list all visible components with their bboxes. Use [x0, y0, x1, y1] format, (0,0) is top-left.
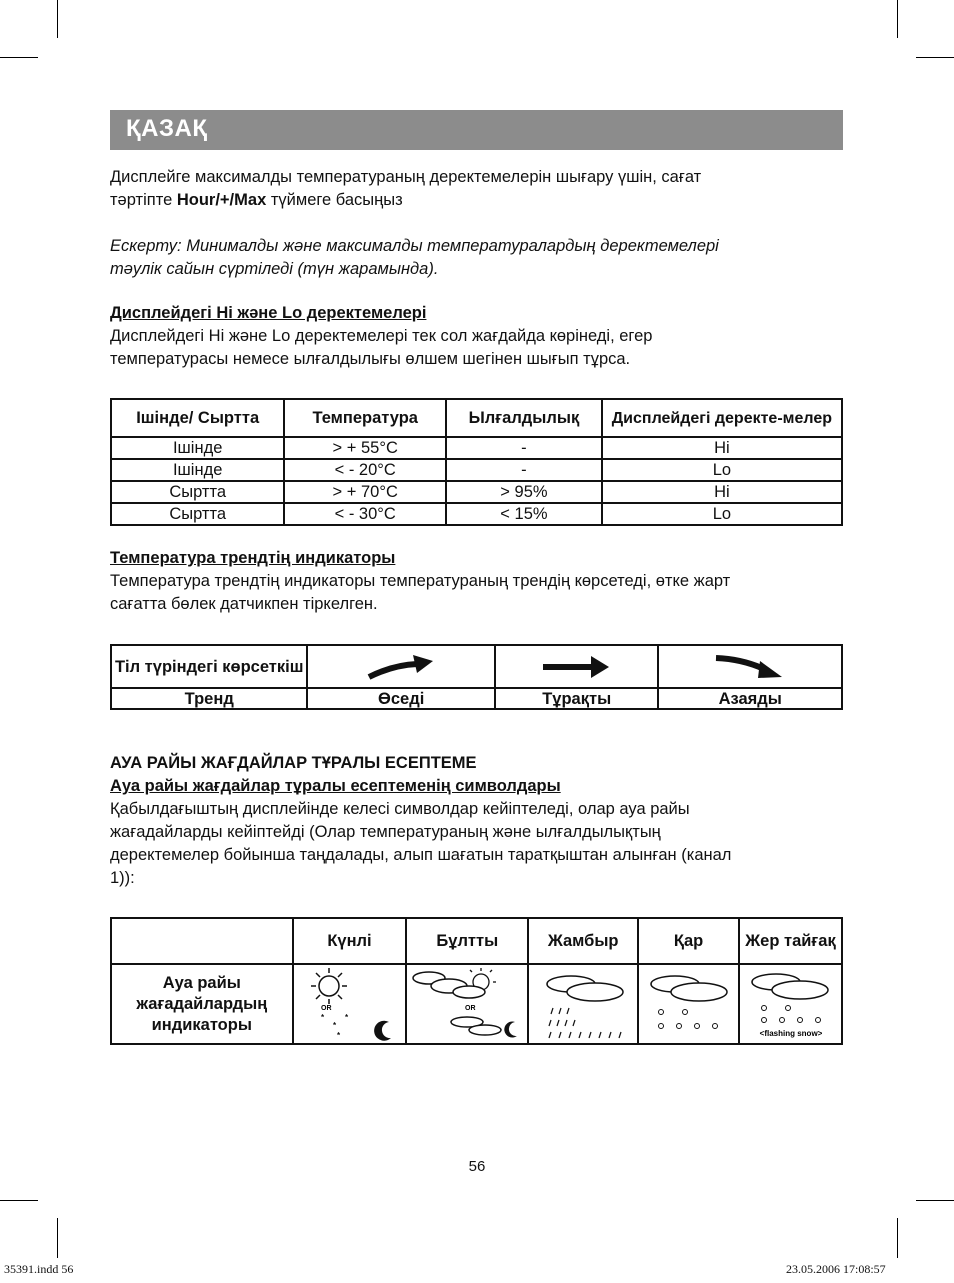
- crop-mark: [57, 0, 58, 38]
- intro-line: [110, 189, 850, 212]
- crop-mark: [897, 1218, 898, 1258]
- trend-icon-cell: [658, 645, 842, 688]
- svg-text:*: *: [321, 1013, 325, 1022]
- forecast-section: [110, 752, 850, 890]
- arrow-right-icon: [541, 653, 613, 681]
- svg-text:*: *: [337, 1031, 341, 1040]
- table-cell: Тұрақты: [495, 688, 659, 709]
- table-cell: Азаяды: [658, 688, 842, 709]
- button-name: Hour/+/Max: [176, 191, 267, 209]
- rain-icon: [531, 966, 635, 1042]
- note-line: Ескерту: Минималды және максималды температуралардың деректемелері: [110, 237, 719, 255]
- table-cell: < 15%: [446, 503, 602, 525]
- intro-paragraph: [110, 166, 850, 212]
- language-header: [110, 110, 843, 150]
- forecast-line: 1)):: [110, 869, 135, 887]
- or-label: OR: [321, 1005, 332, 1012]
- table-row: [111, 459, 842, 481]
- weather-table: [110, 917, 843, 1045]
- weather-icon-cell: [293, 964, 407, 1044]
- hilo-heading: Дисплейдегі Hi және Lo деректемелері: [110, 304, 427, 322]
- table-cell: < - 30°C: [284, 503, 446, 525]
- table-cell: -: [446, 437, 602, 459]
- page-title: ҚАЗАҚ: [126, 115, 208, 142]
- table-cell: > + 55°C: [284, 437, 446, 459]
- table-row: [111, 964, 842, 1044]
- crop-mark: [916, 1200, 954, 1201]
- table-cell: > 95%: [446, 481, 602, 503]
- trend-icon-cell: [307, 645, 494, 688]
- table-header-cell: Ылғалдылық: [446, 399, 602, 437]
- hilo-table: [110, 398, 843, 526]
- table-row: [111, 437, 842, 459]
- table-header-cell: [111, 918, 293, 964]
- table-cell: Ішінде: [111, 459, 284, 481]
- intro-text: түймеге басыңыз: [266, 191, 403, 209]
- table-header-cell: Температура: [284, 399, 446, 437]
- crop-mark: [0, 1200, 38, 1201]
- weather-icon-cell: [739, 964, 842, 1044]
- trend-line: сағатта бөлек датчикпен тіркелген.: [110, 595, 378, 613]
- svg-text:*: *: [345, 1013, 349, 1022]
- table-header-cell: Жер тайғақ: [739, 918, 842, 964]
- crop-mark: [57, 1218, 58, 1258]
- footer-file: 35391.indd 56: [4, 1262, 74, 1276]
- table-header-cell: Күнлі: [293, 918, 407, 964]
- note-paragraph: [110, 235, 850, 281]
- table-header-cell: Бұлтты: [406, 918, 528, 964]
- flashing-snow-label: <flashing snow>: [759, 1029, 822, 1038]
- weather-icon-cell: [406, 964, 528, 1044]
- forecast-line: жағадайларды кейіптейді (Олар температураның және ылғалдылықтың: [110, 823, 661, 841]
- trend-heading: Температура трендтің индикаторы: [110, 549, 396, 567]
- table-header-cell: Ішінде/ Сыртта: [111, 399, 284, 437]
- forecast-line: Қабылдағыштың дисплейінде келесі символдар кейіптеледі, олар ауа райы: [110, 800, 690, 818]
- cloudy-icon: [409, 966, 525, 1042]
- arrow-up-icon: [365, 653, 437, 681]
- trend-section: [110, 547, 850, 616]
- hilo-line: температурасы немесе ылғалдылығы өлшем шегінен шығып тұрса.: [110, 350, 631, 368]
- forecast-title: АУА РАЙЫ ЖАҒДАЙЛАР ТҰРАЛЫ ЕСЕПТЕМЕ: [110, 754, 477, 772]
- table-cell: Hi: [602, 437, 842, 459]
- table-cell: Сыртта: [111, 503, 284, 525]
- table-cell: -: [446, 459, 602, 481]
- crop-mark: [897, 0, 898, 38]
- weather-icon-cell: [528, 964, 638, 1044]
- table-row: [111, 503, 842, 525]
- intro-line: Дисплейге максималды температураның деректемелерін шығару үшін, сағат: [110, 168, 702, 186]
- table-cell: Lo: [602, 503, 842, 525]
- forecast-line: деректемелер бойынша таңдалады, алып шағатын таратқыштан алынған (канал: [110, 846, 732, 864]
- table-cell: > + 70°C: [284, 481, 446, 503]
- trend-line: Температура трендтің индикаторы температураның трендің көрсетеді, өтке жарт: [110, 572, 731, 590]
- table-cell: Сыртта: [111, 481, 284, 503]
- footer-timestamp: 23.05.2006 17:08:57: [786, 1262, 886, 1276]
- or-label: OR: [465, 1005, 476, 1012]
- table-cell: Lo: [602, 459, 842, 481]
- table-cell: Hi: [602, 481, 842, 503]
- arrow-down-icon: [714, 653, 786, 681]
- table-header-cell: Жамбыр: [528, 918, 638, 964]
- intro-text: тәртіпте: [110, 191, 177, 209]
- hilo-line: Дисплейдегі Hi және Lo деректемелері тек сол жағдайда көрінеді, егер: [110, 327, 653, 345]
- icy-ground-icon: [742, 966, 840, 1042]
- snow-icon: [641, 966, 737, 1042]
- weather-icon-cell: [638, 964, 739, 1044]
- table-cell: < - 20°C: [284, 459, 446, 481]
- trend-table: [110, 644, 843, 710]
- trend-icon-cell: [495, 645, 659, 688]
- crop-mark: [0, 57, 38, 58]
- table-header-row: [111, 399, 842, 437]
- crop-mark: [916, 57, 954, 58]
- page-number: 56: [468, 1158, 486, 1175]
- svg-text:*: *: [333, 1021, 337, 1030]
- table-cell: Өседі: [307, 688, 494, 709]
- forecast-subheading: Ауа райы жағдайлар тұралы есептеменің символдары: [110, 777, 561, 795]
- table-header-row: [111, 918, 842, 964]
- table-cell: Ішінде: [111, 437, 284, 459]
- table-header-cell: Дисплейдегі деректе-мелер: [602, 399, 842, 437]
- table-row: [111, 481, 842, 503]
- note-line: тәулік сайын сүртіледі (түн жарамында).: [110, 260, 439, 278]
- trend-label-cell: Тіл түріндегі көрсеткіш: [111, 645, 307, 688]
- table-header-cell: Қар: [638, 918, 739, 964]
- table-cell: Тренд: [111, 688, 307, 709]
- table-row: [111, 645, 842, 688]
- weather-label-cell: Ауа райы жағадайлардың индикаторы: [111, 964, 293, 1044]
- table-row: [111, 688, 842, 709]
- hilo-section: [110, 302, 850, 371]
- sunny-icon: [297, 966, 401, 1042]
